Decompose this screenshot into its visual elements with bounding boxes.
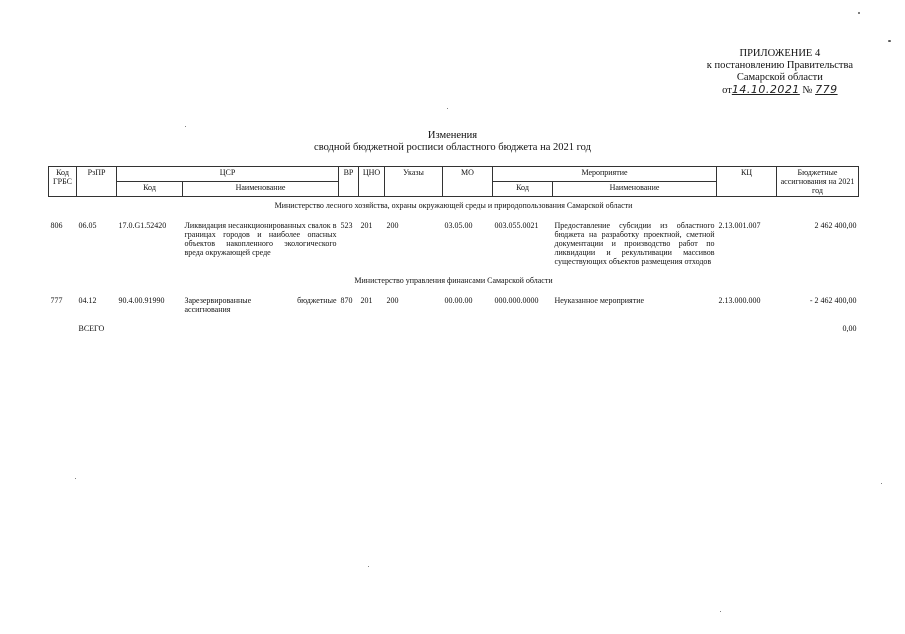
cell-mo: 00.00.00 (444, 296, 473, 305)
cell-mer-name: Неуказанное мероприятие (554, 296, 645, 305)
header-csr-name: Наименование (183, 182, 339, 197)
cell-vr: 523 (340, 221, 353, 230)
header-kc: КЦ (717, 167, 777, 197)
scan-speck (720, 611, 721, 612)
header-cno: ЦНО (359, 167, 385, 197)
cell-csr-code: 17.0.G1.52420 (118, 221, 167, 230)
scan-speck (447, 108, 448, 109)
header-meropriyatie: Мероприятие (493, 167, 717, 182)
header-ukazy: Указы (385, 167, 443, 197)
cell-csr-name: Ликвидация несанкционированных свалок в границах городов и наиболее опасных объектов накопленного экологического вреда окружающей среде (184, 221, 337, 257)
document-title (0, 130, 905, 154)
header-kod-grbs: Код ГРБС (49, 167, 77, 197)
cell-mer-code: 000.000.0000 (494, 296, 539, 305)
cell-kc: 2.13.000.000 (718, 296, 761, 305)
section-title: Министерство лесного хозяйства, охраны окружающей среды и природопользования Самарской области (274, 201, 633, 210)
cell-ukazy: 200 (386, 221, 399, 230)
cell-mer-name: Предоставление субсидии из областного бюджета на разработку проектной, сметной документации и производство работ по ликвидации и рекультивации массивов существующих объектов размещения отходов (554, 221, 715, 266)
cell-rzpr: 06.05 (78, 221, 97, 230)
cell-cno: 201 (360, 221, 373, 230)
scan-speck (75, 478, 76, 479)
scan-speck (185, 126, 186, 127)
cell-mo: 03.05.00 (444, 221, 473, 230)
appendix-region: Самарской области (736, 72, 823, 83)
appendix-resolution: к постановлению Правительства (706, 60, 853, 71)
header-mer-name: Наименование (553, 182, 717, 197)
section-title: Министерство управления финансами Самарской области (354, 276, 553, 285)
table-row (49, 217, 859, 272)
title-line-1: Изменения (427, 130, 478, 141)
cell-amount: - 2 462 400,00 (809, 296, 857, 305)
scan-speck (881, 483, 882, 484)
cell-ukazy: 200 (386, 296, 399, 305)
cell-grbs: 806 (50, 221, 63, 230)
date-prefix: от (722, 85, 732, 96)
cell-amount: 2 462 400,00 (814, 221, 857, 230)
title-line-2: сводной бюджетной росписи областного бюджета на 2021 год (314, 142, 591, 153)
handwritten-date: 14.10.2021 (731, 83, 800, 96)
budget-changes-table (48, 166, 859, 339)
header-budget: Бюджетные ассигнования на 2021 год (777, 167, 859, 197)
cell-kc: 2.13.001.007 (718, 221, 761, 230)
table-row (49, 292, 859, 320)
total-amount: 0,00 (842, 324, 857, 333)
cell-grbs: 777 (50, 296, 63, 305)
section-header (49, 272, 859, 292)
cell-cno: 201 (360, 296, 373, 305)
header-csr: ЦСР (117, 167, 339, 182)
cell-csr-code: 90.4.00.91990 (118, 296, 165, 305)
header-mer-kod: Код (493, 182, 553, 197)
header-mo: МО (443, 167, 493, 197)
header-rzpr: РзПР (77, 167, 117, 197)
total-label: ВСЕГО (78, 324, 105, 333)
appendix-date-line (707, 84, 853, 97)
header-csr-kod: Код (117, 182, 183, 197)
appendix-title: ПРИЛОЖЕНИЕ 4 (739, 48, 821, 59)
handwritten-number: 779 (815, 83, 838, 96)
cell-vr: 870 (340, 296, 353, 305)
cell-mer-code: 003.055.0021 (494, 221, 539, 230)
scan-speck (888, 40, 891, 42)
number-prefix: № (802, 85, 813, 96)
scan-speck (858, 12, 860, 14)
appendix-block (707, 48, 853, 97)
header-vr: ВР (339, 167, 359, 197)
cell-rzpr: 04.12 (78, 296, 97, 305)
cell-csr-name: Зарезервированные бюджетные ассигнования (184, 296, 337, 314)
section-header (49, 197, 859, 218)
scan-speck (368, 566, 369, 567)
total-row (49, 320, 859, 339)
